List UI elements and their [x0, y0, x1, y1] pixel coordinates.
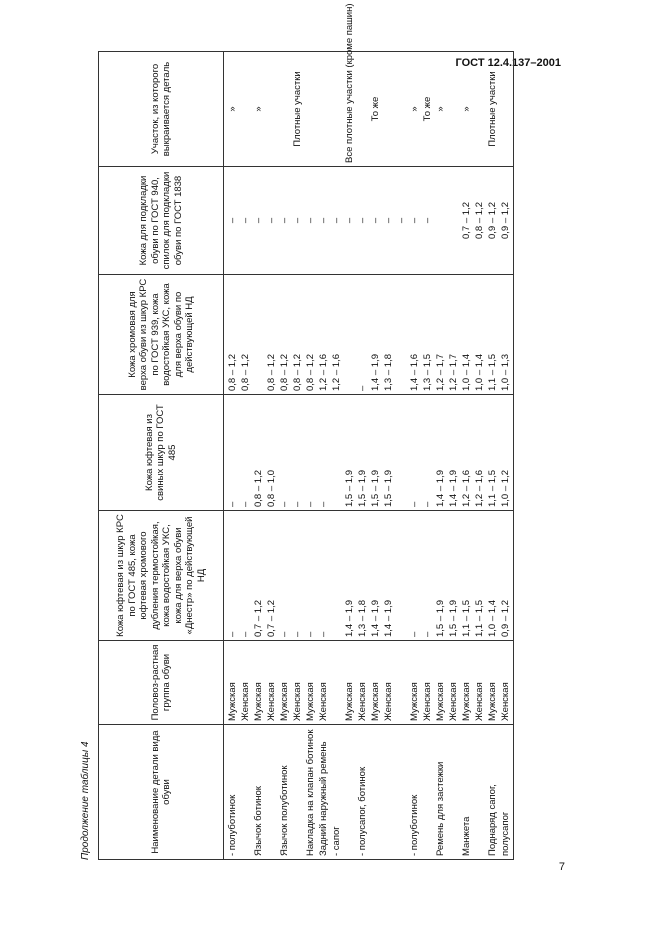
table-cell: 1,4 – 1,9: [383, 511, 396, 641]
column-header: Кожа хромовая для верха обуви из шкур КРС по ГОСТ 939, кожа водостойкая УКС, кожа для верха обуви по действующей НД: [99, 275, 224, 395]
table-cell: –: [318, 395, 331, 511]
table-cell: »: [409, 52, 422, 167]
table-row: [331, 52, 344, 860]
table-cell: –: [279, 511, 292, 641]
column-header: Кожа юфтевая из шкур КРС по ГОСТ 485, кожа юфтевая хромового дубления термостойкая, кожа водостойкая УКС, кожа для верха обуви «Днестр» по действующей НД: [99, 511, 224, 641]
table-cell: 1,2 – 1,6: [461, 395, 474, 511]
table-cell: 1,0 – 1,3: [500, 275, 514, 395]
table-cell: [240, 52, 253, 167]
table-cell: –: [305, 395, 318, 511]
table-cell: »: [224, 52, 241, 167]
column-header: Половоз-растная группа обуви: [99, 641, 224, 725]
table-cell: Мужская: [305, 641, 318, 725]
table-cell: 1,5 – 1,9: [435, 511, 448, 641]
table-cell: Манжета: [461, 725, 474, 860]
table-cell: 0,8 – 1,2: [279, 275, 292, 395]
table-cell: –: [357, 275, 370, 395]
table-row: [279, 52, 292, 860]
table-cell: [474, 52, 487, 167]
table-cell: –: [383, 167, 396, 275]
table-row: [253, 52, 266, 860]
table-cell: –: [224, 511, 241, 641]
table-cell: - полуботинок: [224, 725, 241, 860]
table-cell: [331, 395, 344, 511]
table-header-row: [99, 52, 224, 860]
table-cell: 1,1 – 1,5: [474, 511, 487, 641]
table-cell: [396, 395, 409, 511]
table-cell: 1,2 – 1,6: [474, 395, 487, 511]
table-cell: 1,4 – 1,9: [448, 395, 461, 511]
table-cell: 1,0 – 1,4: [487, 511, 500, 641]
table-row: [266, 52, 279, 860]
table-cell: Женская: [318, 641, 331, 725]
table-row: [435, 52, 448, 860]
table-cell: [396, 275, 409, 395]
table-cell: Язычок полуботинок: [279, 725, 292, 860]
column-header: Кожа юфтевая из свиных шкур по ГОСТ 485: [99, 395, 224, 511]
document-code: ГОСТ 12.4.137–2001: [455, 57, 561, 69]
table-cell: То же: [422, 52, 435, 167]
table-cell: [344, 725, 357, 860]
table-cell: [383, 52, 396, 167]
table-row: [383, 52, 396, 860]
table-cell: –: [318, 167, 331, 275]
table-cell: 1,1 – 1,5: [487, 395, 500, 511]
table-cell: 0,9 – 1,2: [500, 167, 514, 275]
table-cell: [396, 511, 409, 641]
column-header: Наименование детали вида обуви: [99, 725, 224, 860]
table-cell: –: [292, 167, 305, 275]
table-cell: Плотные участки: [292, 52, 305, 167]
table-row: [318, 52, 331, 860]
table-cell: Женская: [500, 641, 514, 725]
table-row: [409, 52, 422, 860]
table-cell: –: [292, 395, 305, 511]
table-row: [422, 52, 435, 860]
table-cell: [318, 52, 331, 167]
table-cell: [266, 52, 279, 167]
table-cell: 0,8 – 1,2: [224, 275, 241, 395]
table-cell: [305, 52, 318, 167]
table-cell: »: [435, 52, 448, 167]
table-cell: –: [422, 511, 435, 641]
table-cell: Мужская: [344, 641, 357, 725]
table-cell: 1,5 – 1,9: [383, 395, 396, 511]
table-cell: –: [409, 511, 422, 641]
table-cell: [396, 725, 409, 860]
table-cell: –: [253, 167, 266, 275]
table-cell: [357, 52, 370, 167]
table-cell: Накладка на клапан ботинок: [305, 725, 318, 860]
table-cell: Мужская: [409, 641, 422, 725]
table-cell: - сапог: [331, 725, 344, 860]
table-cell: [448, 725, 461, 860]
table-cell: 0,8 – 1,2: [292, 275, 305, 395]
table-cell: Женская: [448, 641, 461, 725]
column-header: Кожа для подкладки обуви по ГОСТ 940, спилок для подкладки обуви по ГОСТ 1838: [99, 167, 224, 275]
table-cell: [500, 52, 514, 167]
table-cell: 1,5 – 1,9: [370, 395, 383, 511]
table-cell: 0,8 – 1,2: [253, 395, 266, 511]
table-cell: 1,5 – 1,9: [357, 395, 370, 511]
table-cell: Мужская: [253, 641, 266, 725]
table-cell: Женская: [422, 641, 435, 725]
table-cell: Все плотные участки (кроме пашин): [344, 52, 357, 167]
table-cell: –: [279, 395, 292, 511]
table-cell: –: [224, 167, 241, 275]
table-cell: 0,8 – 1,2: [305, 275, 318, 395]
table-cell: –: [422, 167, 435, 275]
table-cell: [292, 725, 305, 860]
table-cell: Женская: [266, 641, 279, 725]
table-cell: [474, 725, 487, 860]
table-row: [344, 52, 357, 860]
table-cell: –: [344, 167, 357, 275]
table-cell: 1,2 – 1,6: [331, 275, 344, 395]
table-cell: –: [279, 167, 292, 275]
table-cell: [422, 725, 435, 860]
page-number: 7: [558, 861, 565, 873]
table-cell: [240, 725, 253, 860]
table-cell: Язычок ботинок: [253, 725, 266, 860]
table-cell: 1,4 – 1,9: [370, 275, 383, 395]
table-cell: Поднаряд сапог,: [487, 725, 500, 860]
table-cell: Женская: [240, 641, 253, 725]
table-cell: 1,5 – 1,9: [448, 511, 461, 641]
table-cell: Мужская: [487, 641, 500, 725]
table-cell: Мужская: [461, 641, 474, 725]
table-cell: Мужская: [279, 641, 292, 725]
table-cell: »: [253, 52, 266, 167]
table-cell: –: [396, 167, 409, 275]
table-cell: –: [240, 511, 253, 641]
table-row: [370, 52, 383, 860]
table-cell: 1,2 – 1,7: [448, 275, 461, 395]
table-cell: 0,9 – 1,2: [500, 511, 514, 641]
table-row: [224, 52, 241, 860]
table-cell: »: [461, 52, 474, 167]
table-cell: –: [357, 167, 370, 275]
table-cell: –: [331, 167, 344, 275]
column-header: Участок, из которого выкраивается деталь: [99, 52, 224, 167]
table-cell: 1,5 – 1,9: [344, 395, 357, 511]
table-cell: То же: [370, 52, 383, 167]
table-cell: 1,4 – 1,9: [344, 511, 357, 641]
table-cell: 1,0 – 1,2: [500, 395, 514, 511]
table-cell: –: [409, 395, 422, 511]
table-cell: [435, 167, 448, 275]
table-row: [474, 52, 487, 860]
table-cell: 0,8 – 1,0: [266, 395, 279, 511]
table-cell: 1,1 – 1,5: [461, 511, 474, 641]
table-cell: Плотные участки: [487, 52, 500, 167]
table-cell: - полусапог, ботинок: [357, 725, 370, 860]
table-cell: [331, 641, 344, 725]
table-cell: [344, 275, 357, 395]
table-cell: –: [224, 395, 241, 511]
table-cell: Мужская: [435, 641, 448, 725]
table-cell: 0,7 – 1,2: [253, 511, 266, 641]
table-row: [357, 52, 370, 860]
table-cell: Мужская: [370, 641, 383, 725]
table-body: [224, 3, 514, 860]
table-cell: [370, 725, 383, 860]
table-cell: 1,3 – 1,5: [422, 275, 435, 395]
table-cell: –: [409, 167, 422, 275]
table-caption: Продолжение таблицы 4: [80, 741, 91, 860]
table-cell: 1,4 – 1,9: [435, 395, 448, 511]
table-cell: [448, 52, 461, 167]
table-row: [500, 52, 514, 860]
table-cell: –: [266, 167, 279, 275]
table-cell: 1,2 – 1,6: [318, 275, 331, 395]
table-cell: 1,1 – 1,5: [487, 275, 500, 395]
table-cell: 0,7 – 1,2: [461, 167, 474, 275]
table-cell: –: [292, 511, 305, 641]
table-row: [448, 52, 461, 860]
table-cell: полусапог: [500, 725, 514, 860]
table-cell: Мужская: [224, 641, 241, 725]
table-row: [461, 52, 474, 860]
table-cell: [331, 52, 344, 167]
table-cell: –: [305, 511, 318, 641]
table-cell: 1,2 – 1,7: [435, 275, 448, 395]
table-cell: Задний наружный ремень: [318, 725, 331, 860]
table-row: [292, 52, 305, 860]
table-cell: [279, 52, 292, 167]
table-cell: [448, 167, 461, 275]
table-cell: 1,3 – 1,8: [357, 511, 370, 641]
table-cell: [253, 275, 266, 395]
spec-table: [98, 3, 514, 860]
table-cell: –: [240, 167, 253, 275]
table-cell: 0,8 – 1,2: [474, 167, 487, 275]
table-cell: 0,8 – 1,2: [240, 275, 253, 395]
table-cell: 0,8 – 1,2: [266, 275, 279, 395]
table-cell: Женская: [292, 641, 305, 725]
table-cell: - полуботинок: [409, 725, 422, 860]
table-row: [487, 52, 500, 860]
table-row: [396, 52, 409, 860]
table-row: [240, 52, 253, 860]
table-cell: 1,4 – 1,9: [370, 511, 383, 641]
table-cell: –: [305, 167, 318, 275]
table-cell: –: [422, 395, 435, 511]
table-cell: 0,7 – 1,2: [266, 511, 279, 641]
table-cell: 1,0 – 1,4: [461, 275, 474, 395]
table-cell: 1,4 – 1,6: [409, 275, 422, 395]
table-cell: –: [240, 395, 253, 511]
table-cell: Женская: [383, 641, 396, 725]
table-cell: [396, 52, 409, 167]
table-cell: –: [318, 511, 331, 641]
table-cell: 0,9 – 1,2: [487, 167, 500, 275]
table-cell: [266, 725, 279, 860]
table-cell: 1,0 – 1,4: [474, 275, 487, 395]
table-cell: [396, 641, 409, 725]
table-cell: –: [370, 167, 383, 275]
table-cell: Женская: [474, 641, 487, 725]
table-cell: Женская: [357, 641, 370, 725]
table-cell: Ремень для застежки: [435, 725, 448, 860]
table-cell: [331, 511, 344, 641]
table-row: [305, 52, 318, 860]
table-cell: 1,3 – 1,8: [383, 275, 396, 395]
table-cell: [383, 725, 396, 860]
